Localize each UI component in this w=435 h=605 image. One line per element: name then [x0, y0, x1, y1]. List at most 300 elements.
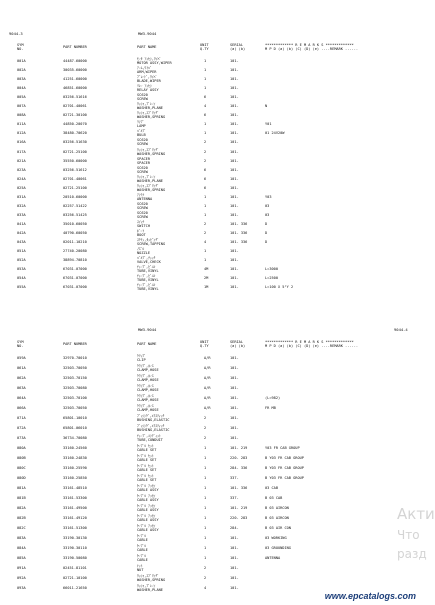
row-part-number: 03256-51630 [63, 140, 87, 145]
row-part-name-jp: ﾁｭｰﾌﾞ,ﾋﾞﾆﾙ [137, 274, 156, 279]
row-part-number: 02701-40061 [63, 104, 87, 109]
row-qty: 2 [204, 158, 207, 163]
row-part-name: CLAMP,HOSE [137, 408, 159, 412]
row-part-name-jp: ｹｰﾌﾞﾙ ｾｯﾄ [137, 474, 154, 478]
row-serial: 220- 283 [230, 516, 248, 520]
row-remarks: 03 [265, 212, 270, 217]
row-part-name: CABLE ASSY [137, 498, 159, 502]
row-part-name-jp: ｱｰﾑ,ﾜｲﾊﾟ [137, 66, 152, 71]
row-part-number: 33161-53300 [63, 496, 87, 500]
row-qty: 1 [204, 194, 207, 199]
col-remarks-sub: M P D (a) (b) (C) (D) (e) ....REMARK ...... [265, 344, 359, 348]
row-qty: A/R [204, 386, 211, 390]
row-sym: 021A [17, 158, 26, 163]
row-part-name: CABLE ASSY [137, 508, 159, 512]
row-part-name: WASHER,SPRING [137, 187, 166, 192]
row-qty: 1M [204, 285, 209, 290]
row-remarks: D [265, 230, 268, 235]
row-part-number: 32503-70050 [63, 366, 87, 370]
row-qty: 1 [204, 456, 207, 460]
row-serial: 101- [230, 140, 239, 145]
row-part-name-jp: ﾜｯｼｬ,ｽﾌﾟﾘﾝｸﾞ [137, 574, 159, 578]
row-serial: 101- 336 [230, 221, 248, 226]
row-part-name-jp: ｹｰﾌﾞﾙ ｾｯﾄ [137, 444, 154, 448]
row-serial: 101- [230, 376, 239, 380]
row-sym: 004A [17, 86, 26, 91]
row-remarks: (L=982) [265, 396, 281, 400]
row-part-name-jp: ﾁｭｰﾌﾞ,ﾋﾞﾆﾙ [137, 283, 156, 288]
row-part-number: 35550-60000 [63, 158, 87, 163]
col-serial: SERIAL [230, 43, 243, 47]
row-part-number: 32503-70080 [63, 386, 87, 390]
col-remarks-sub: M P D (a) (b) (C) (D) (e) ....REMARK ...... [265, 47, 359, 51]
row-remarks: D [265, 240, 268, 244]
row-serial: 101- [230, 536, 239, 540]
row-part-name-jp: ｸﾗﾝﾌﾟ,ﾎｰｽ [137, 374, 154, 378]
row-part-number: 44487-60000 [63, 59, 87, 63]
row-sym: 072A [17, 426, 26, 430]
row-serial: 101- 219 [230, 506, 248, 510]
row-part-name-jp: ﾉｽﾞﾙ [137, 247, 145, 252]
row-part-number: 33161-49500 [63, 506, 87, 510]
row-sym: 080D [17, 476, 26, 480]
row-part-name-jp: ﾜｯｼｬ,ﾌﾟﾚｰﾝ [137, 584, 156, 588]
row-sym: 012A [17, 131, 26, 136]
row-part-number: 33160-24560 [63, 446, 87, 450]
col-part-name: PART NAME [137, 342, 157, 346]
row-part-name: NOZZLE [137, 251, 150, 256]
row-remarks: 03 GROUNDING [265, 546, 291, 550]
row-sym: 043A [17, 240, 26, 244]
row-part-number: 67031-07000 [63, 276, 87, 281]
row-part-name-jp: ｹｰﾌﾞﾙ ｱｯｾﾝ [137, 484, 156, 488]
row-part-number: 02721-25100 [63, 185, 87, 190]
row-serial: 101- [230, 86, 239, 91]
row-qty: 4 [204, 586, 207, 590]
row-sym: 007A [17, 104, 26, 109]
row-qty: 6 [204, 95, 207, 100]
col-serial: SERIAL [230, 340, 243, 344]
row-part-name-jp: ﾜｯｼｬ,ｽﾌﾟﾘﾝｸﾞ [137, 183, 159, 188]
row-serial: 101- [230, 285, 239, 290]
row-remarks: B 03 AIRCON [265, 506, 289, 510]
row-part-number: 66011-21650 [63, 586, 87, 590]
row-part-name-jp: ｸﾗﾝﾌﾟ,ﾎｰｽ [137, 394, 154, 398]
row-part-name: CABLE ASSY [137, 518, 159, 522]
row-part-name: BULB [137, 133, 146, 138]
row-qty: A/R [204, 406, 211, 410]
row-part-number: 32503-70100 [63, 396, 87, 400]
col-no: NO. [17, 344, 24, 348]
row-serial: 101- [230, 59, 239, 63]
row-sym: 093A [17, 586, 26, 590]
row-part-name: CABLE [137, 548, 148, 552]
row-serial: 220- 283 [230, 456, 248, 460]
row-sym: 059A [17, 356, 26, 360]
row-part-number: 03256-51425 [63, 212, 87, 217]
row-sym: 071A [17, 416, 26, 420]
row-part-name: CLAMP,HOSE [137, 368, 159, 372]
row-qty: 2M [204, 276, 209, 281]
row-qty: 1 [204, 258, 207, 263]
row-part-name-jp: SC620 [137, 165, 148, 170]
row-part-name: CLAMP,HOSE [137, 378, 159, 382]
row-part-name: WASHER,PLANE [137, 178, 163, 183]
row-sym: 053A [17, 267, 26, 272]
row-qty: 1 [204, 59, 207, 63]
row-sym: 081A [17, 486, 26, 490]
row-sym: 033A [17, 212, 26, 217]
row-qty: A/R [204, 366, 211, 370]
row-part-name: SWITCH [137, 223, 150, 228]
row-serial: 101- [230, 556, 239, 560]
row-part-number: 32503-70150 [63, 376, 87, 380]
row-qty: 1 [204, 506, 207, 510]
row-qty: 1 [204, 249, 207, 254]
row-qty: 4 [204, 240, 207, 244]
page-ref: MW3-9044 [138, 327, 157, 332]
row-part-number: 03256-51616 [63, 95, 87, 100]
row-part-name: MOTOR ASSY,WIPER [137, 61, 172, 65]
row-part-name-jp: ﾊﾞﾙﾌﾞ,ﾁｪｯｸ [137, 256, 156, 261]
row-remarks: D [265, 221, 268, 226]
row-qty: 1 [204, 77, 207, 82]
row-remarks: FR MB [265, 406, 276, 410]
row-sym: 024A [17, 176, 26, 181]
row-part-name-jp: ｸﾘｯﾌﾟ [137, 354, 146, 358]
row-serial: 101- [230, 122, 239, 127]
row-part-name-jp: ｽｸﾘｭ,ﾀｯﾋﾟﾝｸﾞ [137, 238, 159, 242]
row-serial: 101- [230, 249, 239, 254]
row-part-number: 02451-81101 [63, 566, 87, 570]
row-remarks: ANTENNA [265, 556, 281, 560]
row-part-name: VALVE,CHECK [137, 260, 161, 265]
row-qty: 1 [204, 466, 207, 470]
row-serial: 101- [230, 436, 239, 440]
row-sym: 085A [17, 556, 26, 560]
row-remarks: L=100 X 5"Y 2 [265, 285, 294, 290]
row-serial: 101- [230, 95, 239, 100]
watermark-text-3: разд [397, 547, 427, 561]
row-part-number: 02701-40061 [63, 176, 87, 181]
row-part-number: 33161-49120 [63, 516, 87, 520]
row-part-name: BLADE,WIPER [137, 79, 161, 84]
row-serial: 101- [230, 426, 239, 430]
row-part-name-jp: ｹｰﾌﾞﾙ [137, 554, 146, 558]
row-part-name-jp: ﾌﾞﾚｰﾄﾞ,ﾜｲﾊﾟ [137, 75, 158, 80]
row-part-number: 32970-70010 [63, 356, 87, 360]
row-remarks: B Y03 FR CAB GROUP [265, 466, 304, 470]
col-qty: Q.TY [200, 47, 209, 51]
row-serial: 101- [230, 104, 239, 109]
row-part-name: WASHER,SPRING [137, 578, 166, 582]
row-qty: 1 [204, 476, 207, 480]
row-part-name: WASHER,PLANE [137, 106, 163, 111]
row-part-number: 33160-25590 [63, 466, 87, 470]
row-part-number: 33161-48510 [63, 486, 87, 490]
row-part-name: CABLE SET [137, 448, 157, 452]
row-part-name-jp: SPACER [137, 156, 150, 161]
row-part-name-jp: ｹｰﾌﾞﾙ [137, 544, 146, 548]
row-serial: 284- 336 [230, 466, 248, 470]
row-sym: 073A [17, 436, 26, 440]
row-qty: 1 [204, 86, 207, 91]
row-serial: 101- [230, 185, 239, 190]
row-part-name-jp: SC620 [137, 93, 148, 98]
row-serial: 101- [230, 566, 239, 570]
row-qty: A/R [204, 376, 211, 380]
row-part-number: 40790-60050 [63, 230, 87, 235]
row-remarks: 03 WORKING [265, 536, 287, 540]
row-serial: 101- 219 [230, 446, 248, 450]
row-qty: 1 [204, 516, 207, 520]
row-part-number: 30035-60000 [63, 68, 87, 73]
row-part-number: 38480-70620 [63, 131, 87, 136]
row-part-name: CABLE SET [137, 468, 157, 472]
row-part-name: CABLE [137, 538, 148, 542]
row-part-number: 02011-10210 [63, 240, 87, 244]
row-qty: 2 [204, 566, 207, 570]
row-part-number: 35010-60050 [63, 221, 87, 226]
row-remarks: B Y03 FR CAB GROUP [265, 456, 304, 460]
row-remarks: B 03 CAB [265, 496, 283, 500]
row-part-name: SCREW [137, 214, 148, 219]
row-qty: 1 [204, 546, 207, 550]
row-part-name: TUBE,VINYL [137, 269, 159, 274]
row-sym: 005A [17, 95, 26, 100]
row-part-name-jp: ｸﾗﾝﾌﾟ,ﾎｰｽ [137, 364, 154, 368]
row-part-name-jp: ｹｰﾌﾞﾙ ｾｯﾄ [137, 464, 154, 468]
row-serial: 101- [230, 356, 239, 360]
row-part-name-jp: ﾌﾞｯｼﾝｸﾞ,ｴﾗｽﾃｨｯｸ [137, 424, 165, 428]
watermark-text-2: Что [397, 528, 420, 542]
row-qty: 6 [204, 167, 207, 172]
row-qty: 1 [204, 446, 207, 450]
row-serial: 101- [230, 586, 239, 590]
row-part-name-jp: ﾊﾞﾙﾌﾞ [137, 129, 146, 134]
row-remarks: 03 CAB [265, 486, 278, 490]
row-part-name: SCREW [137, 169, 148, 174]
row-part-name: CABLE SET [137, 478, 157, 482]
row-sym: 063A [17, 386, 26, 390]
site-link[interactable]: www.epcatalogs.com [324, 591, 416, 601]
row-qty: A/R [204, 396, 211, 400]
row-qty: 4 [204, 104, 207, 109]
row-remarks: Y03 [265, 194, 272, 199]
row-part-name: ARM,WIPER [137, 70, 157, 75]
row-remarks: Y03 FR CAB GROUP [265, 446, 300, 450]
row-part-name: SCREW,TAPPING [137, 242, 166, 246]
row-serial: 101- [230, 167, 239, 172]
row-sym: 051A [17, 249, 26, 254]
row-serial: 101- [230, 203, 239, 208]
row-part-name-jp: ﾗﾝﾌﾟ [137, 120, 145, 125]
parts-page-2 [0, 300, 422, 605]
col-qty: Q.TY [200, 344, 209, 348]
row-sym: 042A [17, 230, 26, 235]
row-part-name-jp: ﾜｯｼｬ,ｽﾌﾟﾘﾝｸﾞ [137, 111, 159, 116]
row-serial: 101- [230, 113, 239, 118]
row-part-name: SCREW [137, 142, 148, 147]
row-part-name: TUBE,CONDUIT [137, 438, 163, 442]
row-part-name: CLAMP,HOSE [137, 398, 159, 402]
col-part-name: PART NAME [137, 45, 157, 49]
row-qty: 1 [204, 556, 207, 560]
row-part-name: CABLE ASSY [137, 488, 159, 492]
row-qty: 2 [204, 576, 207, 580]
row-part-name-jp: ﾜｯｼｬ,ﾌﾟﾚｰﾝ [137, 102, 156, 107]
row-part-number: 02721-30100 [63, 113, 87, 118]
row-part-number: 32503-70050 [63, 406, 87, 410]
row-part-number: 65801-10010 [63, 416, 87, 420]
row-part-name-jp: ｱﾝﾃﾅ [137, 192, 145, 197]
row-serial: 101- [230, 77, 239, 82]
row-sym: 032A [17, 203, 26, 208]
row-part-name-jp: SC620 [137, 201, 148, 206]
col-part-number: PART NUMBER [63, 45, 87, 49]
col-no: NO. [17, 47, 24, 51]
row-part-name: RELAY ASSY [137, 88, 159, 93]
row-serial: 101- 336 [230, 230, 248, 235]
row-sym: 080B [17, 456, 26, 460]
row-sym: 062A [17, 376, 26, 380]
row-part-name-jp: ｹｰﾌﾞﾙ ｱｯｾﾝ [137, 524, 156, 528]
col-remarks: ************* R E M A R K S ************* [265, 340, 354, 344]
row-remarks: L=2500 [265, 276, 278, 281]
row-part-number: 02721-25100 [63, 149, 87, 154]
row-sym: 008A [17, 113, 26, 118]
row-part-name: CABLE ASSY [137, 528, 159, 532]
page-code: 9044-4 [394, 327, 408, 332]
col-serial-sub: (a) (b) [230, 47, 246, 51]
row-serial: 101- [230, 276, 239, 281]
page-code: 9044-3 [9, 31, 23, 36]
row-part-name-jp: ﾁｭｰﾌﾞ,ｺﾝﾃﾞｨｯﾄ [137, 434, 161, 438]
row-qty: 2 [204, 221, 207, 226]
row-remarks: B Y03 FR CAB GROUP [265, 476, 304, 480]
row-part-name: NUT [137, 568, 144, 572]
row-part-name-jp: ｸﾗﾝﾌﾟ,ﾎｰｽ [137, 384, 154, 388]
row-part-name-jp: ﾜｯｼｬ,ﾌﾟﾚｰﾝ [137, 174, 156, 179]
watermark-text-1: Акти [397, 505, 435, 523]
row-part-name-jp: ｹｰﾌﾞﾙ ｾｯﾄ [137, 454, 154, 458]
col-remarks: ************* R E M A R K S ************* [265, 43, 354, 47]
row-serial: 101- [230, 366, 239, 370]
row-part-number: 03256-51612 [63, 167, 87, 172]
row-sym: 082B [17, 516, 26, 520]
row-sym: 064A [17, 396, 26, 400]
row-part-name-jp: ｹｰﾌﾞﾙ ｱｯｾﾝ [137, 514, 156, 518]
row-sym: 031A [17, 194, 26, 199]
row-serial: 101- [230, 176, 239, 181]
row-part-name: WASHER,SPRING [137, 115, 166, 120]
row-sym: 092A [17, 576, 26, 580]
row-serial: 101- [230, 194, 239, 199]
row-part-number: 33161-51300 [63, 526, 87, 530]
row-qty: 6 [204, 113, 207, 118]
row-part-name: SCREW [137, 97, 148, 102]
row-sym: 081B [17, 496, 26, 500]
row-part-number: 33190-30130 [63, 536, 87, 540]
row-sym: 011A [17, 122, 26, 127]
row-part-name: CABLE SET [137, 458, 157, 462]
row-part-number: 33190-50080 [63, 556, 87, 560]
row-part-name-jp: ｹｰﾌﾞﾙ ｱｯｾﾝ [137, 504, 156, 508]
row-part-number: 67031-07000 [63, 285, 87, 290]
row-sym: 055A [17, 285, 26, 290]
col-sym: SYM [17, 340, 24, 344]
row-sym: 083A [17, 536, 26, 540]
row-sym: 003A [17, 77, 26, 82]
row-sym: 054A [17, 276, 26, 281]
row-qty: 2 [204, 426, 207, 430]
row-qty: 1 [204, 486, 207, 490]
row-part-name-jp: ﾎﾞｰﾄ [137, 228, 145, 233]
row-part-name-jp: ﾅｯﾄ [137, 564, 143, 568]
row-qty: 1 [204, 203, 207, 208]
row-qty: 1 [204, 496, 207, 500]
row-remarks: L=3000 [265, 267, 278, 272]
row-serial: 101- 336 [230, 240, 248, 244]
row-part-name: LAMP [137, 124, 146, 129]
row-qty: 6 [204, 176, 207, 181]
row-remarks: N [265, 104, 268, 109]
row-sym: 016A [17, 140, 26, 145]
row-part-number: 27740-20080 [63, 249, 87, 254]
row-part-name: BOOT [137, 232, 146, 237]
row-serial: 101- [230, 131, 239, 136]
row-part-number: 33160-25850 [63, 476, 87, 480]
row-part-name: SPACER [137, 160, 150, 165]
row-sym: 084A [17, 546, 26, 550]
row-remarks: 03 [265, 203, 270, 208]
row-qty: 2 [204, 230, 207, 235]
row-part-number: 33160-24830 [63, 456, 87, 460]
row-part-number: 33190-30110 [63, 546, 87, 550]
col-unit: UNIT [200, 340, 209, 344]
row-serial: 101- [230, 396, 239, 400]
row-part-name: CABLE [137, 558, 148, 562]
row-serial: 101- [230, 406, 239, 410]
row-part-name-jp: ｹｰﾌﾞﾙ ｱｯｾﾝ [137, 494, 156, 498]
col-serial-sub: (a) (b) [230, 344, 246, 348]
row-part-name-jp: ﾁｭｰﾌﾞ,ﾋﾞﾆﾙ [137, 265, 156, 270]
row-part-name-jp: ｸﾗﾝﾌﾟ,ﾎｰｽ [137, 404, 154, 408]
row-part-number: 41251-60000 [63, 77, 87, 82]
row-sym: 080C [17, 466, 26, 470]
row-qty: 6 [204, 185, 207, 190]
row-part-number: 65801-06010 [63, 426, 87, 430]
row-sym: 025A [17, 185, 26, 190]
row-serial: 101- [230, 416, 239, 420]
row-serial: 101- [230, 68, 239, 73]
row-part-name-jp: ﾓｰﾀ ｱｯｾﾝ,ﾜｲﾊﾟ [137, 57, 162, 61]
row-qty: 1 [204, 68, 207, 73]
row-qty: 2 [204, 436, 207, 440]
row-serial: 101- [230, 258, 239, 263]
row-qty: 1 [204, 131, 207, 136]
row-qty: A/R [204, 356, 211, 360]
row-part-number: 20510-60000 [63, 194, 87, 199]
row-part-name: WASHER,PLANE [137, 588, 163, 592]
row-serial: 101- [230, 546, 239, 550]
row-part-number: 44850-20070 [63, 122, 87, 127]
row-qty: 1 [204, 536, 207, 540]
row-part-number: 02721-10100 [63, 576, 87, 580]
row-sym: 002A [17, 68, 26, 73]
row-serial: 101- [230, 267, 239, 272]
row-qty: 4M [204, 267, 209, 272]
